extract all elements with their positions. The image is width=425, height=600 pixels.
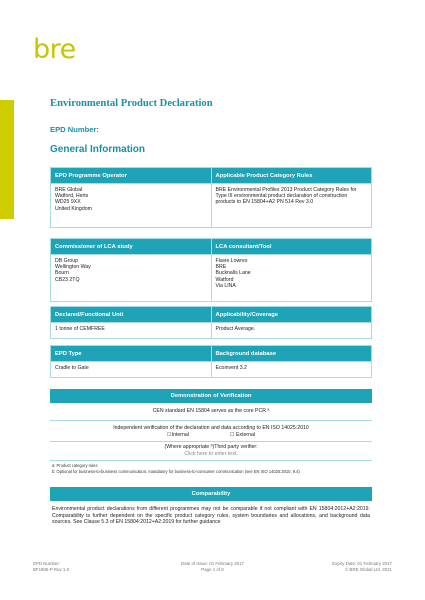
programme-operator-header: EPD Programme Operator — [51, 168, 212, 184]
comparability-text: Environmental product declarations from different programmes may not be comparable if not compliant with EN 15804:2012+A2:2019. Comparability is further dependent on the specific product category rules, system boundaries and allocations, and background data sources. See Clause 5.3 of EN 15804:2012+A2:2019 for further guidance — [52, 506, 370, 525]
footer-right — [332, 561, 392, 573]
verification-options — [50, 432, 372, 438]
footer-expiry-date: Expiry Date: 01 February 2017 — [332, 561, 392, 566]
core-pcr-statement: CEN standard EN 15804 serves as the core PCR ᵃ — [152, 408, 270, 414]
background-database-cell: Ecoinvent 3.2 — [211, 362, 372, 378]
sidebar-accent-bar — [0, 100, 14, 219]
footnote-b: b: Optional for business-to-business communication; mandatory for business-to-consumer communication (see EN ISO 14025:2010, 9.4) — [52, 469, 300, 474]
epd-type-table — [50, 345, 372, 378]
epd-type-header: EPD Type — [51, 346, 212, 362]
third-party-verifier-input[interactable]: Click here to enter text. — [184, 451, 238, 457]
footer-copyright: © BRE Global Ltd, 2021 — [345, 567, 392, 572]
verification-heading: Demonstration of Verification — [50, 389, 372, 403]
footer-epd-number: EPD Number: — [33, 561, 61, 566]
commissioner-cell: DB Group Wellington Way Bourn CB23 2TQ — [51, 255, 212, 302]
comparability-heading: Comparability — [50, 487, 372, 501]
applicability-header: Applicability/Coverage — [211, 307, 372, 323]
footer-page-number: Page 1 of 8 — [201, 567, 224, 572]
programme-operator-table — [50, 167, 372, 228]
functional-unit-header: Declared/Functional Unit — [51, 307, 212, 323]
footer-form-ref: BF1805-P Rev 1.0 — [33, 567, 70, 572]
separator-line — [50, 420, 372, 421]
separator-line — [50, 460, 372, 461]
independent-verification-statement: Independent verification of the declaration and data according to EN ISO 14025:2010 — [113, 425, 309, 431]
footer-date-of-issue: Date of Issue: 01 February 2017 — [181, 561, 244, 566]
applicability-cell: Product Average. — [211, 323, 372, 339]
internal-checkbox[interactable]: ☐Internal — [167, 432, 189, 438]
commissioner-header: Commissioner of LCA study — [51, 239, 212, 255]
separator-line — [50, 441, 372, 442]
pcr-header: Applicable Product Category Rules — [211, 168, 372, 184]
background-database-header: Background database — [211, 346, 372, 362]
functional-unit-table — [50, 306, 372, 339]
general-information-heading: General Information — [50, 144, 146, 155]
external-checkbox[interactable]: ☐ External — [229, 432, 255, 438]
commissioner-table — [50, 238, 372, 302]
lca-consultant-header: LCA consultant/Tool — [211, 239, 372, 255]
epd-type-cell: Cradle to Gate — [51, 362, 212, 378]
footnote-a: a: Product category rules — [52, 463, 98, 468]
third-party-verifier-label: (Where appropriate ᵇ)Third party verifier: — [164, 444, 258, 450]
lca-consultant-cell: Flavie Lowres BRE Bucknalls Lane Watford Via LINA — [211, 255, 372, 302]
pcr-cell: BRE Environmental Profiles 2013 Product Category Rules for Type III environmental product declaration of construction products to EN 15804+A2 PN 514 Rev 3.0 — [211, 184, 372, 228]
functional-unit-cell: 1 tonne of CEMFREE — [51, 323, 212, 339]
document-title: Environmental Product Declaration — [50, 98, 213, 109]
bre-logo: bre — [33, 34, 76, 65]
programme-operator-cell: BRE Global Watford, Herts WD25 9XX United Kingdom — [51, 184, 212, 228]
epd-number-label: EPD Number: — [50, 125, 99, 134]
